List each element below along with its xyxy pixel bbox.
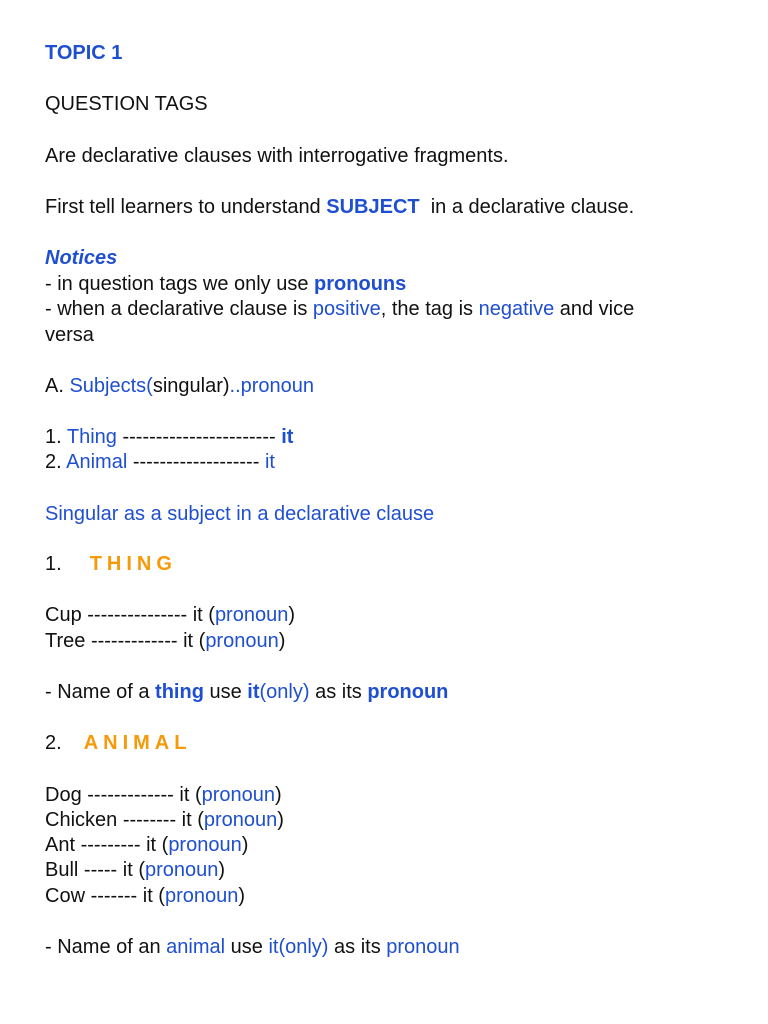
example-row	[45, 808, 284, 834]
example-word: Chicken	[45, 809, 118, 831]
rule-text: as its	[309, 681, 368, 703]
rule-text: - Name of an	[45, 936, 167, 958]
example-pronoun: pronoun	[203, 809, 278, 831]
singular-heading: Singular as a subject in a declarative clause	[45, 503, 435, 525]
animal-heading	[45, 731, 191, 757]
list-pronoun: it	[281, 426, 294, 448]
subject-keyword: SUBJECT	[326, 196, 420, 218]
example-close: )	[277, 809, 284, 831]
example-pronoun: pronoun	[164, 885, 239, 907]
example-close: )	[241, 834, 249, 856]
animal-title: ANIMAL	[83, 732, 192, 754]
notice-line-1	[45, 272, 406, 298]
rule-text: use	[203, 681, 248, 703]
rule-text: - Name of a	[45, 681, 156, 703]
rule-text: as its	[328, 936, 387, 958]
notice-line-2-wrap: versa	[45, 324, 94, 346]
animal-rule	[45, 935, 460, 961]
page-title: QUESTION TAGS	[45, 93, 208, 115]
list-pronoun: it	[264, 451, 275, 473]
list-dashes: -------------------	[127, 451, 265, 473]
it-only-keyword: it(only)	[268, 936, 329, 958]
example-word: Dog	[45, 784, 82, 806]
notice-2-text: - when a declarative clause is	[45, 298, 313, 320]
example-pronoun: pronoun	[201, 784, 276, 806]
example-word: Cup	[45, 604, 82, 626]
example-dashes: -------- it (	[117, 809, 204, 831]
definition-text: Are declarative clauses with interrogative fragments.	[45, 145, 509, 167]
list-word: Animal	[66, 451, 128, 473]
notice-1-text: - in question tags we only use	[45, 273, 315, 295]
example-dashes: ------- it (	[85, 885, 165, 907]
example-row	[45, 783, 282, 809]
example-close: )	[218, 859, 226, 881]
thing-heading	[45, 552, 177, 578]
list-word: Thing	[66, 426, 117, 448]
thing-keyword: thing	[155, 681, 204, 703]
topic-heading: TOPIC 1	[45, 42, 123, 64]
notice-2-after: and vice	[554, 298, 635, 320]
example-word: Cow	[45, 885, 86, 907]
animal-keyword: animal	[166, 936, 226, 958]
notice-2-middle: , the tag is	[380, 298, 479, 320]
rule-text: use	[225, 936, 269, 958]
example-dashes: --------------- it (	[81, 604, 215, 626]
thing-rule	[45, 680, 448, 706]
section-a-label: A.	[45, 375, 70, 397]
example-row	[45, 603, 295, 629]
example-pronoun: pronoun	[168, 834, 242, 856]
list-number: 2.	[45, 451, 67, 473]
example-close: )	[275, 784, 282, 806]
subjects-keyword: Subjects(	[69, 375, 153, 397]
example-dashes: ------------- it (	[85, 630, 206, 652]
example-row	[45, 833, 248, 859]
pronouns-keyword: pronouns	[314, 273, 407, 295]
example-row	[45, 858, 225, 884]
it-keyword: it	[247, 681, 260, 703]
example-word: Ant	[45, 834, 76, 856]
instruction-after: in a declarative clause.	[419, 196, 635, 218]
animal-number: 2.	[45, 732, 62, 754]
example-word: Bull	[45, 859, 79, 881]
example-close: )	[288, 604, 296, 626]
pronoun-keyword: ..pronoun	[229, 375, 315, 397]
thing-number: 1.	[45, 553, 62, 575]
section-a-heading	[45, 374, 314, 400]
instruction-text	[45, 195, 634, 221]
list-item	[45, 425, 293, 451]
example-dashes: ----- it (	[78, 859, 145, 881]
example-pronoun: pronoun	[145, 859, 219, 881]
example-pronoun: pronoun	[205, 630, 279, 652]
pronoun-keyword: pronoun	[367, 681, 449, 703]
instruction-before: First tell learners to understand	[45, 196, 327, 218]
list-item	[45, 450, 275, 476]
notice-line-2	[45, 297, 634, 323]
thing-title: THING	[89, 553, 177, 575]
list-dashes: -----------------------	[116, 426, 282, 448]
example-row	[45, 884, 245, 910]
example-dashes: ------------- it (	[81, 784, 202, 806]
positive-keyword: positive	[312, 298, 381, 320]
example-word: Tree	[45, 630, 86, 652]
example-dashes: --------- it (	[75, 834, 169, 856]
list-number: 1.	[45, 426, 67, 448]
pronoun-keyword: pronoun	[386, 936, 460, 958]
notices-title: Notices	[45, 247, 118, 269]
example-close: )	[278, 630, 286, 652]
negative-keyword: negative	[478, 298, 555, 320]
only-keyword: (only)	[259, 681, 310, 703]
example-row	[45, 629, 285, 655]
example-close: )	[238, 885, 246, 907]
example-pronoun: pronoun	[214, 604, 289, 626]
singular-text: singular)	[152, 375, 230, 397]
